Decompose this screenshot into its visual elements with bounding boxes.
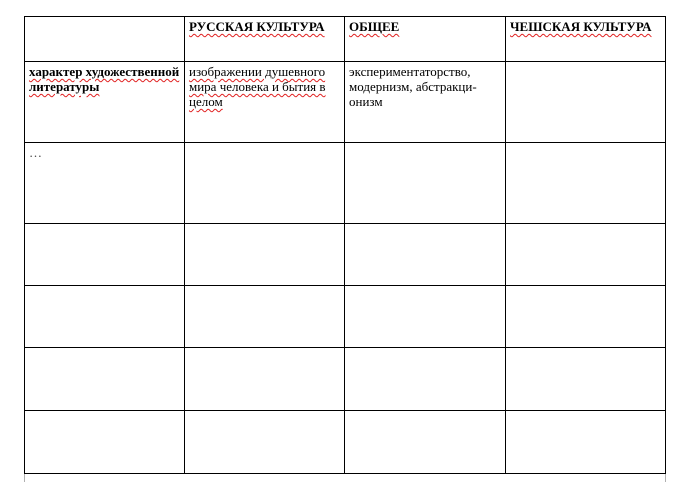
table-row [25,286,666,348]
empty-cell [345,348,506,411]
table-row [25,224,666,286]
cell-russian-text: изображении душевного мира человека и бытия в целом [189,64,326,109]
cell-russian [185,62,345,143]
ellipsis-placeholder: … [29,145,42,160]
empty-cell [506,286,666,348]
header-cell-czech [506,17,666,62]
row-label-literature-character: характер художественной литературы [29,64,180,94]
page-edge-marker-right [665,474,666,482]
table-row [25,62,666,143]
table-row [25,143,666,224]
row-label-cell [25,62,185,143]
header-cell-russian [185,17,345,62]
empty-cell [185,286,345,348]
header-row [25,17,666,62]
empty-cell [25,224,185,286]
empty-cell [345,224,506,286]
cell-common-text: экспериментаторство, модернизм, абстракци-онизм [349,64,477,109]
empty-cell [185,224,345,286]
empty-cell [345,143,506,224]
empty-cell [185,143,345,224]
table-row [25,348,666,411]
empty-cell [25,411,185,474]
empty-cell [345,411,506,474]
empty-cell [506,348,666,411]
header-czech-culture: ЧЕШСКАЯ КУЛЬТУРА [510,19,652,34]
header-common: ОБЩЕЕ [349,19,400,34]
comparison-table [24,16,666,474]
cell-common [345,62,506,143]
empty-cell [185,411,345,474]
header-cell-empty [25,17,185,62]
empty-cell [506,411,666,474]
header-cell-common [345,17,506,62]
empty-cell [185,348,345,411]
page-edge-marker-left [24,474,25,482]
empty-cell [25,286,185,348]
empty-cell [25,348,185,411]
empty-cell [345,286,506,348]
table-row [25,411,666,474]
header-russian-culture: РУССКАЯ КУЛЬТУРА [189,19,325,34]
empty-cell [506,143,666,224]
cell-czech [506,62,666,143]
row-label-cell [25,143,185,224]
empty-cell [506,224,666,286]
